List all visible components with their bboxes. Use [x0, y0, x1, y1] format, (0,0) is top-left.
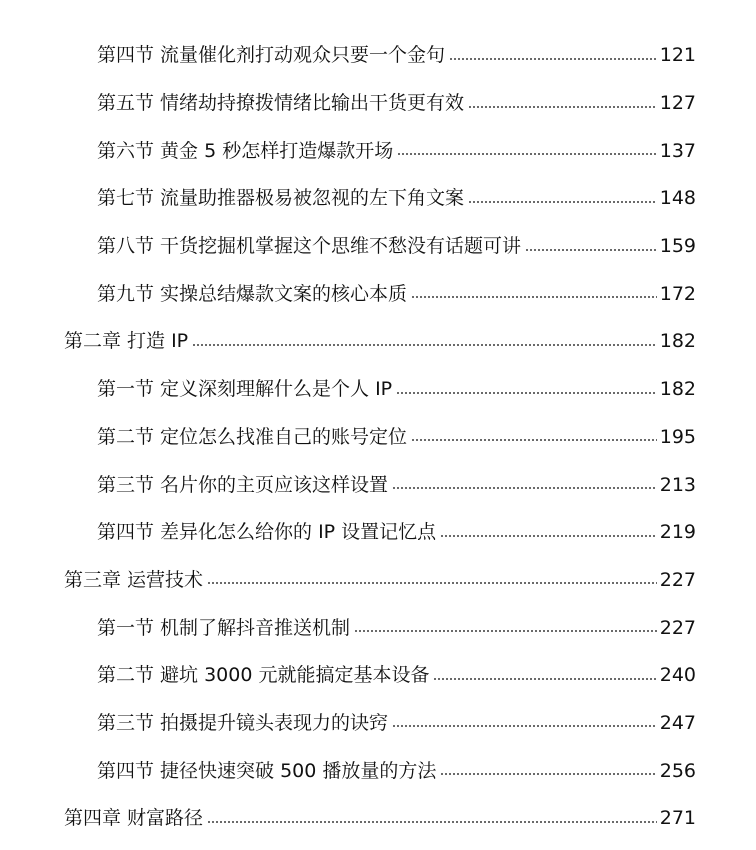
toc-entry-page-number: 227 [659, 568, 696, 591]
toc-entry-chapter [0, 318, 756, 366]
dot-leader [392, 487, 657, 489]
toc-entry-section [0, 461, 756, 509]
toc-entry-page-number: 159 [659, 235, 696, 258]
toc-entry-page-number: 137 [659, 139, 696, 162]
toc-entry-section [0, 509, 756, 557]
toc-entry-title: 第九节 实操总结爆款文案的核心本质 [97, 282, 408, 305]
toc-entry-title: 第二节 避坑 3000 元就能搞定基本设备 [97, 664, 430, 687]
toc-entry-title: 第四节 差异化怎么给你的 IP 设置记忆点 [97, 521, 437, 544]
toc-entry-title: 第二节 定位怎么找准自己的账号定位 [97, 425, 408, 448]
toc-entry-section [0, 414, 756, 462]
toc-entry-title: 第三节 名片你的主页应该这样设置 [97, 473, 389, 496]
toc-entry-title: 第一节 机制了解抖音推送机制 [97, 616, 351, 639]
table-of-contents [0, 32, 756, 843]
toc-entry-title: 第一节 定义深刻理解什么是个人 IP [97, 378, 393, 401]
dot-leader [392, 725, 657, 727]
toc-entry-page-number: 213 [659, 473, 696, 496]
toc-entry-title: 第二章 打造 IP [64, 330, 189, 353]
dot-leader [354, 630, 657, 632]
toc-entry-section [0, 80, 756, 128]
dot-leader [449, 58, 657, 60]
dot-leader [411, 296, 657, 298]
toc-entry-section [0, 604, 756, 652]
toc-entry-section [0, 747, 756, 795]
toc-entry-page-number: 271 [659, 807, 696, 830]
toc-entry-title: 第四章 财富路径 [64, 807, 204, 830]
toc-entry-page-number: 121 [659, 44, 696, 67]
toc-entry-page-number: 195 [659, 425, 696, 448]
dot-leader [468, 201, 657, 203]
toc-entry-page-number: 256 [659, 759, 696, 782]
toc-entry-section [0, 32, 756, 80]
toc-entry-section [0, 652, 756, 700]
toc-entry-section [0, 700, 756, 748]
toc-entry-title: 第四节 捷径快速突破 500 播放量的方法 [97, 759, 437, 782]
toc-entry-page-number: 148 [659, 187, 696, 210]
toc-entry-chapter [0, 557, 756, 605]
toc-entry-page-number: 227 [659, 616, 696, 639]
toc-entry-page-number: 172 [659, 282, 696, 305]
toc-entry-page-number: 219 [659, 521, 696, 544]
toc-entry-title: 第八节 干货挖掘机掌握这个思维不愁没有话题可讲 [97, 235, 522, 258]
toc-entry-page-number: 247 [659, 711, 696, 734]
dot-leader [396, 392, 657, 394]
dot-leader [411, 439, 657, 441]
toc-entry-section [0, 127, 756, 175]
dot-leader [207, 821, 657, 823]
dot-leader [433, 678, 656, 680]
toc-entry-page-number: 182 [659, 378, 696, 401]
toc-entry-page-number: 182 [659, 330, 696, 353]
toc-entry-section [0, 223, 756, 271]
dot-leader [440, 535, 657, 537]
toc-entry-title: 第七节 流量助推器极易被忽视的左下角文案 [97, 187, 465, 210]
toc-entry-page-number: 240 [659, 664, 696, 687]
dot-leader [192, 344, 657, 346]
toc-entry-chapter [0, 795, 756, 843]
toc-entry-title: 第六节 黄金 5 秒怎样打造爆款开场 [97, 139, 394, 162]
toc-entry-title: 第五节 情绪劫持撩拨情绪比输出干货更有效 [97, 92, 465, 115]
toc-entry-title: 第三章 运营技术 [64, 568, 204, 591]
toc-entry-title: 第三节 拍摄提升镜头表现力的诀窍 [97, 711, 389, 734]
toc-entry-page-number: 127 [659, 92, 696, 115]
toc-entry-section [0, 175, 756, 223]
dot-leader [468, 106, 657, 108]
toc-entry-title: 第四节 流量催化剂打动观众只要一个金句 [97, 44, 446, 67]
dot-leader [207, 582, 657, 584]
dot-leader [440, 773, 656, 775]
toc-entry-section [0, 270, 756, 318]
dot-leader [525, 249, 657, 251]
dot-leader [397, 153, 657, 155]
toc-entry-section [0, 366, 756, 414]
